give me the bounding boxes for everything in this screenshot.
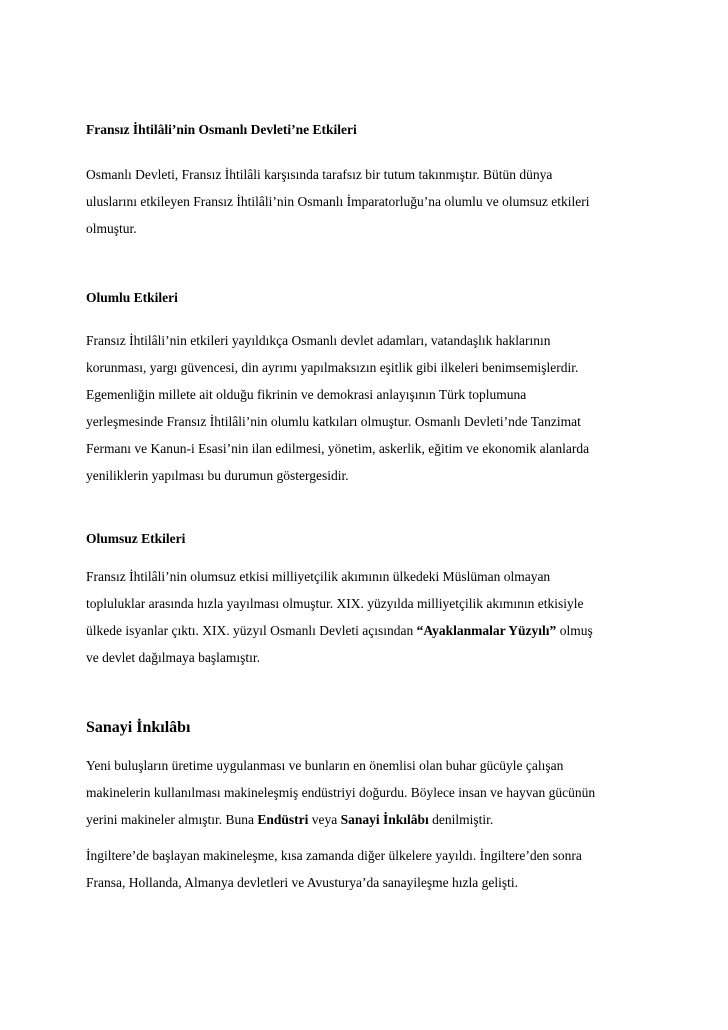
text-line: İngiltere’de başlayan makineleşme, kısa zamanda diğer ülkelere yayıldı. İngiltere’den sonra <box>86 848 582 863</box>
heading-negative-effects: Olumsuz Etkileri <box>86 531 186 546</box>
paragraph-intro <box>86 161 646 242</box>
text-line <box>86 617 646 644</box>
text-line: ve devlet dağılmaya başlamıştır. <box>86 650 260 665</box>
text-run: ülkede isyanlar çıktı. XIX. yüzyıl Osmanlı Devleti açısından <box>86 623 417 638</box>
emphasis-ayaklanmalar-yuzyili: “Ayaklanmalar Yüzyılı” <box>416 623 557 638</box>
text-line: yerleşmesinde Fransız İhtilâli’nin olumlu katkıları olmuştur. Osmanlı Devleti’nde Tanzimat <box>86 414 581 429</box>
text-run: olmuş <box>556 623 593 638</box>
text-line <box>86 806 646 833</box>
text-line: korunması, yargı güvencesi, din ayrımı yapılmaksızın eşitlik gibi ilkeleri benimsemişlerdir. <box>86 360 579 375</box>
emphasis-endustri: Endüstri <box>257 812 309 827</box>
paragraph-industrial-2 <box>86 842 646 896</box>
text-line: olmuştur. <box>86 221 137 236</box>
heading-positive-effects: Olumlu Etkileri <box>86 290 178 305</box>
text-line: Fransız İhtilâli’nin etkileri yayıldıkça Osmanlı devlet adamları, vatandaşlık haklarının <box>86 333 551 348</box>
text-line: Fransa, Hollanda, Almanya devletleri ve Avusturya’da sanayileşme hızla gelişti. <box>86 875 518 890</box>
text-line: makinelerin kullanılması makineleşmiş endüstriyi doğurdu. Böylece insan ve hayvan gücünün <box>86 785 596 800</box>
text-line: Egemenliğin millete ait olduğu fikrinin ve demokrasi anlayışının Türk toplumuna <box>86 387 527 402</box>
text-line: Yeni buluşların üretime uygulanması ve bunların en önemlisi olan buhar gücüyle çalışan <box>86 758 564 773</box>
text-run: yerini makineler almıştır. Buna <box>86 812 258 827</box>
text-line: Fransız İhtilâli’nin olumsuz etkisi milliyetçilik akımının ülkedeki Müslüman olmayan <box>86 569 551 584</box>
paragraph-industrial-1 <box>86 752 646 833</box>
paragraph-positive-effects <box>86 327 646 489</box>
text-line: Osmanlı Devleti, Fransız İhtilâli karşısında tarafsız bir tutum takınmıştır. Bütün dünya <box>86 167 553 182</box>
emphasis-sanayi-inkilabi: Sanayi İnkılâbı <box>340 812 429 827</box>
text-line: uluslarını etkileyen Fransız İhtilâli’nin Osmanlı İmparatorluğu’na olumlu ve olumsuz etkileri <box>86 194 590 209</box>
text-line: topluluklar arasında hızla yayılması olmuştur. XIX. yüzyılda milliyetçilik akımının etkisiyle <box>86 596 584 611</box>
text-run: veya <box>308 812 341 827</box>
paragraph-negative-effects <box>86 563 646 671</box>
heading-industrial-revolution: Sanayi İnkılâbı <box>86 719 191 736</box>
text-line: Fermanı ve Kanun-i Esasi’nin ilan edilmesi, yönetim, askerlik, eğitim ve ekonomik alanlarda <box>86 441 590 456</box>
heading-french-revolution-effects: Fransız İhtilâli’nin Osmanlı Devleti’ne Etkileri <box>86 122 357 137</box>
text-run: denilmiştir. <box>428 812 494 827</box>
text-line: yeniliklerin yapılması bu durumun göstergesidir. <box>86 468 349 483</box>
